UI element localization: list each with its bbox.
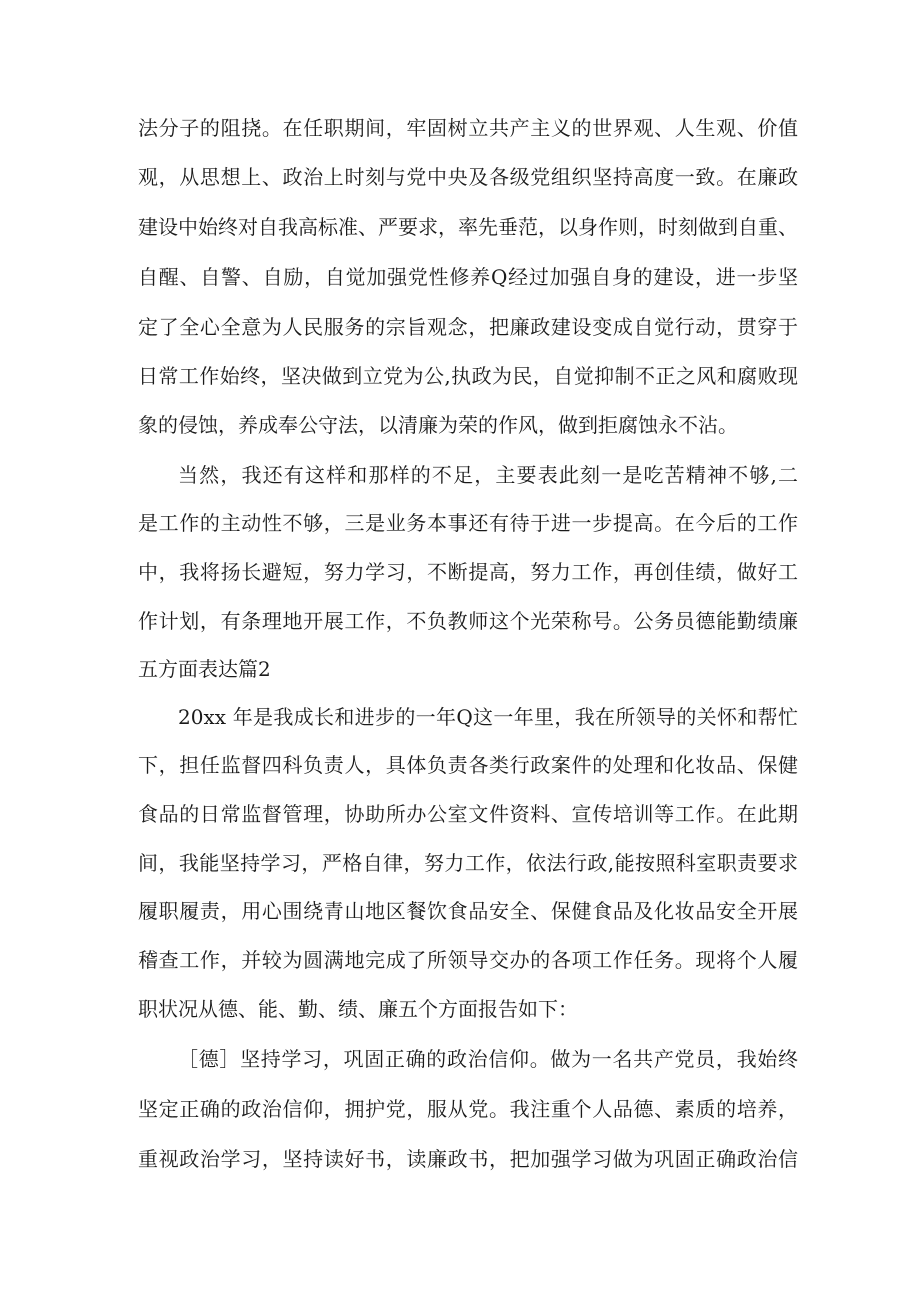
text-line: 象的侵蚀，养成奉公守法，以清廉为荣的作风，做到拒腐蚀永不沾。	[138, 413, 738, 437]
text-line: 日常工作始终，坚决做到立党为公,执政为民，自觉抑制不正之风和腐败现	[138, 364, 798, 388]
text-line: 定了全心全意为人民服务的宗旨观念，把廉政建设变成自觉行动，贯穿于	[138, 315, 798, 339]
text-line: 坚定正确的政治信仰，拥护党，服从党。我注重个人品德、素质的培养，	[138, 1097, 798, 1121]
text-line: 稽查工作，并较为圆满地完成了所领导交办的各项工作任务。现将个人履	[138, 948, 798, 972]
text-line: 履职履责，用心围绕青山地区餐饮食品安全、保健食品及化妆品安全开展	[138, 899, 798, 923]
text-line: ［德］坚持学习，巩固正确的政治信仰。做为一名共产党员，我始终	[178, 1047, 798, 1071]
text-line: 20xx 年是我成长和进步的一年Q这一年里，我在所领导的关怀和帮忙	[178, 705, 798, 729]
text-line: 食品的日常监督管理，协助所办公室文件资料、宣传培训等工作。在此期	[138, 802, 798, 826]
text-line: 职状况从德、能、勤、绩、廉五个方面报告如下：	[138, 997, 578, 1021]
text-line: 观，从思想上、政治上时刻与党中央及各级党组织坚持高度一致。在廉政	[138, 165, 798, 189]
text-line: 自醒、自警、自励，自觉加强党性修养Q经过加强自身的建设，进一步坚	[138, 265, 798, 289]
section-heading: 五方面表达篇2	[138, 657, 271, 681]
text-line: 中，我将扬长避短，努力学习，不断提高，努力工作，再创佳绩，做好工	[138, 560, 798, 584]
text-line: 法分子的阻挠。在任职期间，牢固树立共产主义的世界观、人生观、价值	[138, 116, 798, 140]
text-line: 建设中始终对自我高标准、严要求，率先垂范，以身作则，时刻做到自重、	[138, 215, 798, 239]
text-line: 下，担任监督四科负责人，具体负责各类行政案件的处理和化妆品、保健	[138, 753, 798, 777]
text-line: 重视政治学习，坚持读好书，读廉政书，把加强学习做为巩固正确政治信	[138, 1147, 798, 1171]
text-line: 当然，我还有这样和那样的不足，主要表此刻一是吃苦精神不够,二	[178, 463, 798, 487]
text-line: 作计划，有条理地开展工作，不负教师这个光荣称号。公务员德能勤绩廉	[138, 609, 798, 633]
text-line: 是工作的主动性不够，三是业务本事还有待于进一步提高。在今后的工作	[138, 511, 798, 535]
text-line: 间，我能坚持学习，严格自律，努力工作，依法行政,能按照科室职责要求	[138, 851, 798, 875]
